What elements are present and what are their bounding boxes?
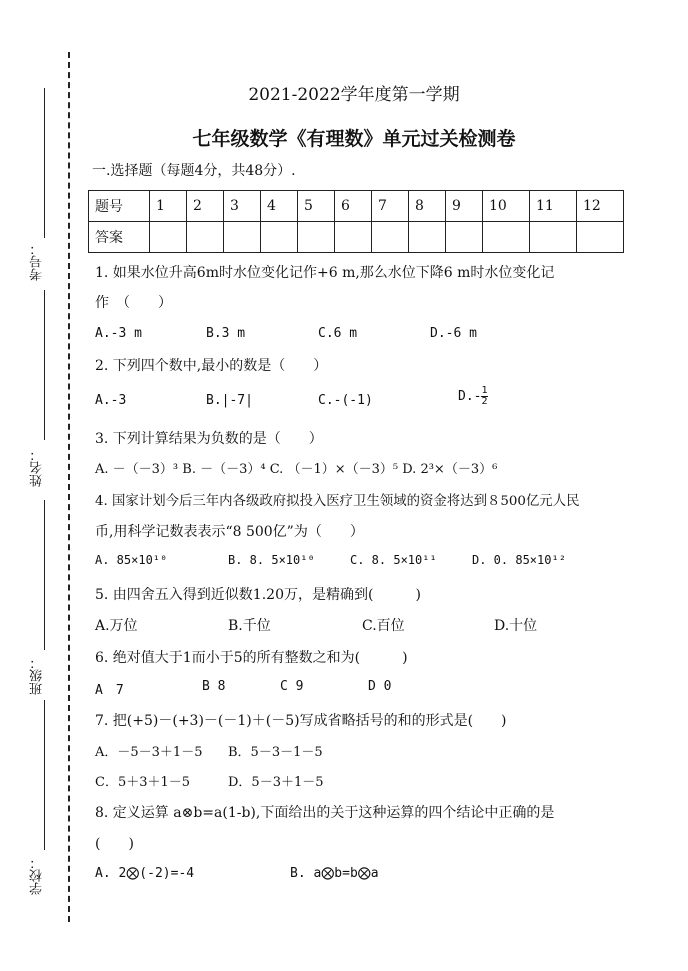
- answer-table-row-answers: [89, 222, 624, 253]
- school-label: 学校：: [30, 856, 45, 895]
- answer-cell[interactable]: [372, 222, 409, 253]
- answer-cell[interactable]: [187, 222, 224, 253]
- table-cell: 10: [483, 191, 530, 222]
- section-heading: 一.选择题（每题4分，共48分）.: [92, 163, 296, 179]
- answer-table-row-numbers: [89, 191, 624, 222]
- question-1-option-a[interactable]: A.-3 m: [95, 326, 142, 341]
- question-1-option-d[interactable]: D.-6 m: [430, 326, 477, 341]
- question-2-stem: 2. 下列四个数中,最小的数是（ ）: [95, 358, 328, 374]
- question-3-options[interactable]: A. －（－3）³ B. －（－3）⁴ C. （－1）×（－3）⁵ D. 2³×（－3）⁶: [95, 462, 498, 477]
- question-6-option-c[interactable]: C 9: [280, 679, 304, 694]
- question-7-option-a[interactable]: A．－5－3＋1－5: [95, 745, 203, 760]
- answer-cell[interactable]: [298, 222, 335, 253]
- table-cell: 5: [298, 191, 335, 222]
- question-7-option-b[interactable]: B．5－3－1－5: [228, 745, 323, 760]
- question-6-option-a[interactable]: A 7: [95, 683, 124, 698]
- question-6-option-d[interactable]: D 0: [368, 679, 392, 694]
- table-cell: 3: [224, 191, 261, 222]
- question-6-stem: 6. 绝对值大于1而小于5的所有整数之和为( ): [95, 650, 408, 666]
- fraction-numerator: 1: [481, 385, 488, 396]
- exam-number-label: 考号：: [30, 242, 45, 281]
- question-7-option-d[interactable]: D．5－3＋1－5: [228, 775, 324, 790]
- table-cell: 4: [261, 191, 298, 222]
- table-header-cell: 答案: [89, 222, 150, 253]
- answer-table: [88, 190, 624, 253]
- name-label: 姓名：: [30, 448, 45, 487]
- table-cell: 1: [150, 191, 187, 222]
- table-cell: 7: [372, 191, 409, 222]
- table-cell: 6: [335, 191, 372, 222]
- question-1-option-c[interactable]: C.6 m: [318, 326, 358, 341]
- question-5-option-c[interactable]: C.百位: [362, 618, 405, 634]
- question-4-option-c[interactable]: C. 8. 5×10¹¹: [350, 553, 437, 567]
- table-cell: 11: [530, 191, 577, 222]
- question-2-option-d[interactable]: [458, 386, 488, 407]
- question-4-option-d[interactable]: D. 0. 85×10¹²: [472, 553, 566, 567]
- question-8-stem: 8. 定义运算 a⊗b=a(1-b),下面给出的关于这种运算的四个结论中正确的是: [95, 805, 555, 821]
- answer-cell[interactable]: [261, 222, 298, 253]
- question-5-option-b[interactable]: B.千位: [228, 618, 271, 634]
- question-3-stem: 3. 下列计算结果为负数的是（ ）: [95, 431, 323, 447]
- answer-cell[interactable]: [409, 222, 446, 253]
- table-header-cell: 题号: [89, 191, 150, 222]
- question-5-option-d[interactable]: D.十位: [494, 618, 538, 634]
- question-5-stem: 5. 由四舍五入得到近似数1.20万，是精确到( ): [95, 587, 421, 603]
- school-line[interactable]: [44, 700, 45, 850]
- question-8-option-a[interactable]: A. 2⨂(-2)=-4: [95, 866, 195, 881]
- table-cell: 12: [577, 191, 624, 222]
- class-line[interactable]: [44, 500, 45, 650]
- exam-number-line[interactable]: [44, 88, 45, 238]
- question-6-option-b[interactable]: B 8: [202, 679, 226, 694]
- question-1-stem: 1. 如果水位升高6m时水位变化记作+6 m,那么水位下降6 m时水位变化记: [95, 265, 555, 281]
- fraction-denominator: 2: [481, 396, 488, 407]
- table-cell: 9: [446, 191, 483, 222]
- answer-cell[interactable]: [483, 222, 530, 253]
- question-8-stem-cont: ( ): [95, 836, 134, 852]
- question-4-option-a[interactable]: A. 85×10¹⁰: [95, 553, 168, 567]
- answer-cell[interactable]: [446, 222, 483, 253]
- name-line[interactable]: [44, 290, 45, 440]
- table-cell: 2: [187, 191, 224, 222]
- fraction: [481, 386, 487, 407]
- question-1-stem-cont: 作 （ ）: [95, 295, 172, 311]
- page-title-year: 2021-2022学年度第一学期: [248, 85, 460, 105]
- answer-cell[interactable]: [577, 222, 624, 253]
- option-d-prefix: D.-: [458, 389, 482, 404]
- question-8-option-b[interactable]: B. a⨂b=b⨂a: [290, 866, 379, 881]
- question-7-stem: 7. 把(+5)－(+3)－(－1)＋(－5)写成省略括号的和的形式是( ): [95, 713, 507, 729]
- answer-cell[interactable]: [150, 222, 187, 253]
- question-2-option-a[interactable]: A.-3: [95, 393, 127, 408]
- page-title-exam: 七年级数学《有理数》单元过关检测卷: [192, 128, 516, 150]
- table-cell: 8: [409, 191, 446, 222]
- binding-dashed-line: [68, 52, 70, 922]
- question-2-option-b[interactable]: B.|-7|: [206, 393, 253, 408]
- question-4-option-b[interactable]: B. 8. 5×10¹⁰: [228, 553, 315, 567]
- answer-cell[interactable]: [224, 222, 261, 253]
- question-5-option-a[interactable]: A.万位: [95, 618, 138, 634]
- question-4-stem-cont: 币,用科学记数表表示“8 500亿”为（ ）: [95, 524, 364, 540]
- question-4-stem: 4. 国家计划今后三年内各级政府拟投入医疗卫生领域的资金将达到８500亿元人民: [95, 494, 580, 509]
- question-2-option-c[interactable]: C.-(-1): [318, 393, 373, 408]
- answer-cell[interactable]: [335, 222, 372, 253]
- class-label: 班级：: [30, 656, 45, 695]
- answer-cell[interactable]: [530, 222, 577, 253]
- question-7-option-c[interactable]: C．5＋3＋1－5: [95, 775, 191, 790]
- question-1-option-b[interactable]: B.3 m: [206, 326, 246, 341]
